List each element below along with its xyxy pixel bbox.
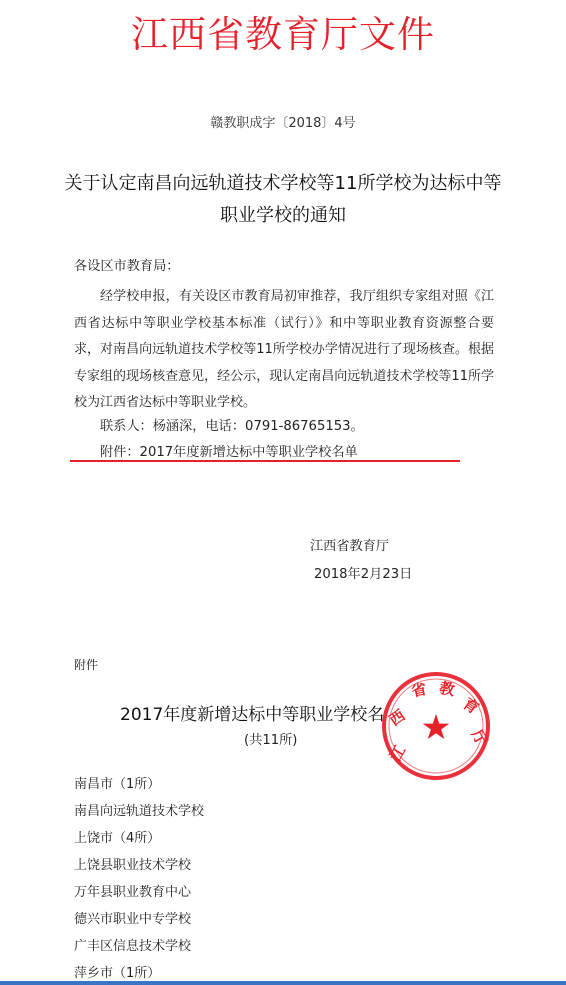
- list-item: 上饶县职业技术学校: [74, 858, 192, 873]
- list-item: 万年县职业教育中心: [74, 885, 192, 900]
- svg-text:西: 西: [385, 706, 409, 730]
- notice-body-paragraph: 经学校申报，有关设区市教育局初审推荐，我厅组织专家组对照《江西省达标中等职业学校基本标准（试行）》和中等职业教育资源整合要求，对南昌向远轨道技术学校等11所学校办学情况进行了现场核查。根据专家组的现场核查意见，经公示，现认定南昌向远轨道技术学校等11所学校为江西省达标中等职业学校。: [74, 289, 494, 410]
- svg-text:省: 省: [409, 679, 429, 701]
- red-underline: [70, 460, 460, 462]
- list-item: 南昌市（1所）: [74, 777, 161, 792]
- bottom-bar: [0, 981, 566, 985]
- document-number: 赣教职成字〔2018〕4号: [210, 116, 356, 131]
- list-item: 广丰区信息技术学校: [74, 939, 192, 954]
- issuer-name: 江西省教育厅: [310, 539, 390, 554]
- attachment-reference: 附件：2017年度新增达标中等职业学校名单: [100, 445, 358, 460]
- notice-title: 关于认定南昌向远轨道技术学校等11所学校为达标中等职业学校的通知: [64, 173, 502, 226]
- official-seal-stamp: [380, 670, 492, 782]
- list-item: 上饶市（4所）: [74, 831, 161, 846]
- salutation: 各设区市教育局：: [74, 259, 180, 274]
- list-item: 南昌向远轨道技术学校: [74, 804, 205, 819]
- issue-date: 2018年2月23日: [314, 567, 413, 582]
- contact-line: 联系人：杨涵深，电话：0791-86765153。: [100, 419, 364, 434]
- document-header-title: 江西省教育厅文件: [131, 13, 435, 56]
- list-item: 萍乡市（1所）: [74, 966, 161, 981]
- svg-text:育: 育: [459, 694, 483, 718]
- svg-text:厅: 厅: [467, 726, 491, 749]
- svg-text:教: 教: [437, 678, 457, 700]
- list-item: 德兴市职业中专学校: [74, 912, 192, 927]
- attachment-title: 2017年度新增达标中等职业学校名: [120, 705, 385, 725]
- attachment-count: (共11所): [244, 733, 298, 748]
- svg-text:江: 江: [386, 742, 410, 765]
- attachment-label: 附件: [74, 658, 99, 672]
